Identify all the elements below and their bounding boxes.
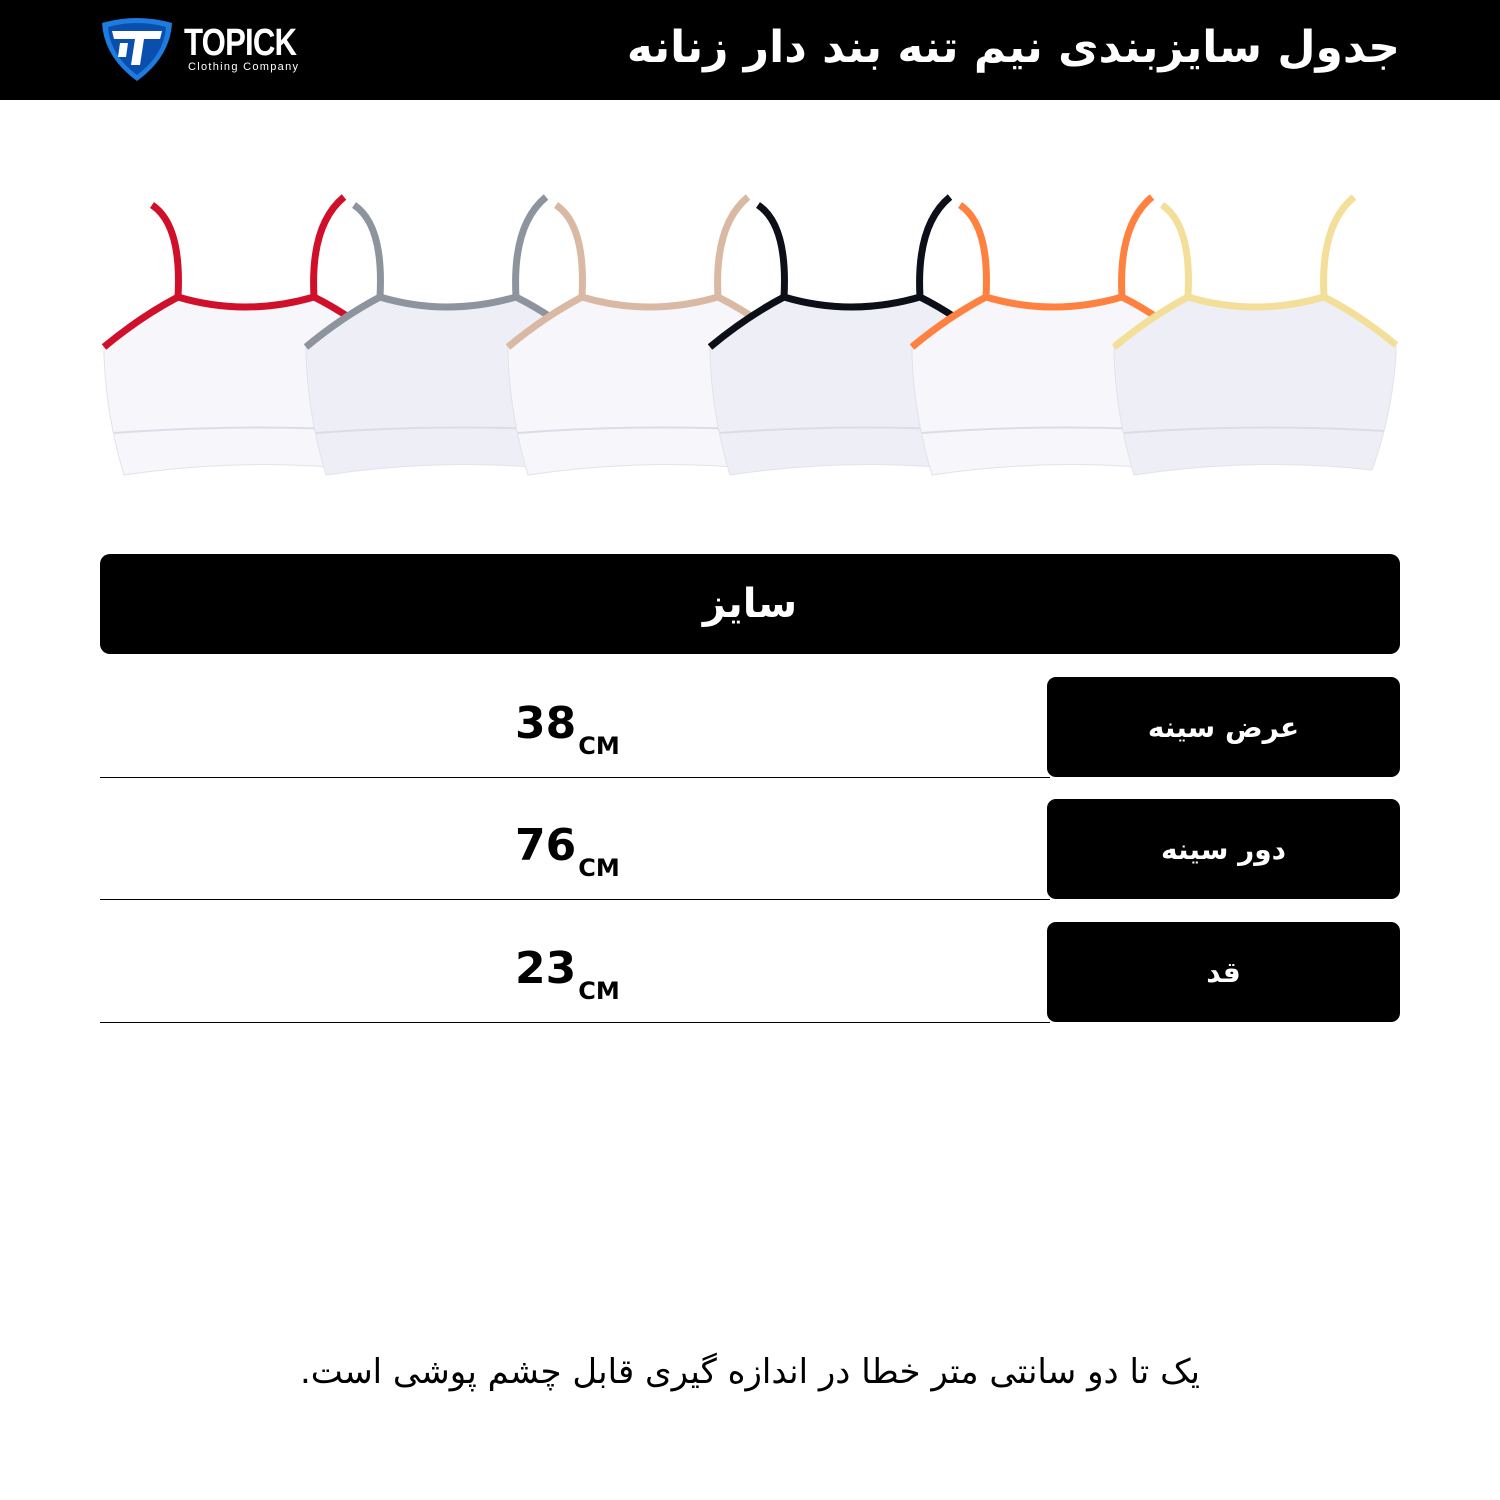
size-number: 76 xyxy=(515,820,577,871)
size-table-header: سایز xyxy=(100,554,1400,654)
size-number: 23 xyxy=(515,943,577,994)
size-row-length xyxy=(100,922,1400,1022)
crop-top-item xyxy=(1114,197,1396,475)
row-divider xyxy=(100,1022,1050,1023)
size-label: قد xyxy=(1047,922,1400,1022)
size-unit: CM xyxy=(578,854,620,882)
size-row-chest-width xyxy=(100,677,1400,777)
size-label: دور سینه xyxy=(1047,799,1400,899)
brand-name: TOPICK xyxy=(184,22,297,64)
measurement-note: یک تا دو سانتی متر خطا در اندازه گیری قابل چشم پوشی است. xyxy=(300,1352,1200,1392)
row-divider xyxy=(100,777,1050,778)
brand-tagline: Clothing Company xyxy=(188,61,300,73)
page-title: جدول سایزبندی نیم تنه بند دار زنانه xyxy=(626,22,1400,73)
size-unit: CM xyxy=(578,977,620,1005)
product-photo xyxy=(100,185,1400,490)
size-unit: CM xyxy=(578,732,620,760)
shield-t-icon xyxy=(100,17,174,83)
size-value xyxy=(515,943,620,1005)
size-value xyxy=(515,820,620,882)
brand-logo xyxy=(100,17,310,85)
header-bar xyxy=(0,0,1500,100)
size-label: عرض سینه xyxy=(1047,677,1400,777)
row-divider xyxy=(100,899,1050,900)
size-row-chest-circumference xyxy=(100,799,1400,899)
size-number: 38 xyxy=(515,698,577,749)
size-value xyxy=(515,698,620,760)
